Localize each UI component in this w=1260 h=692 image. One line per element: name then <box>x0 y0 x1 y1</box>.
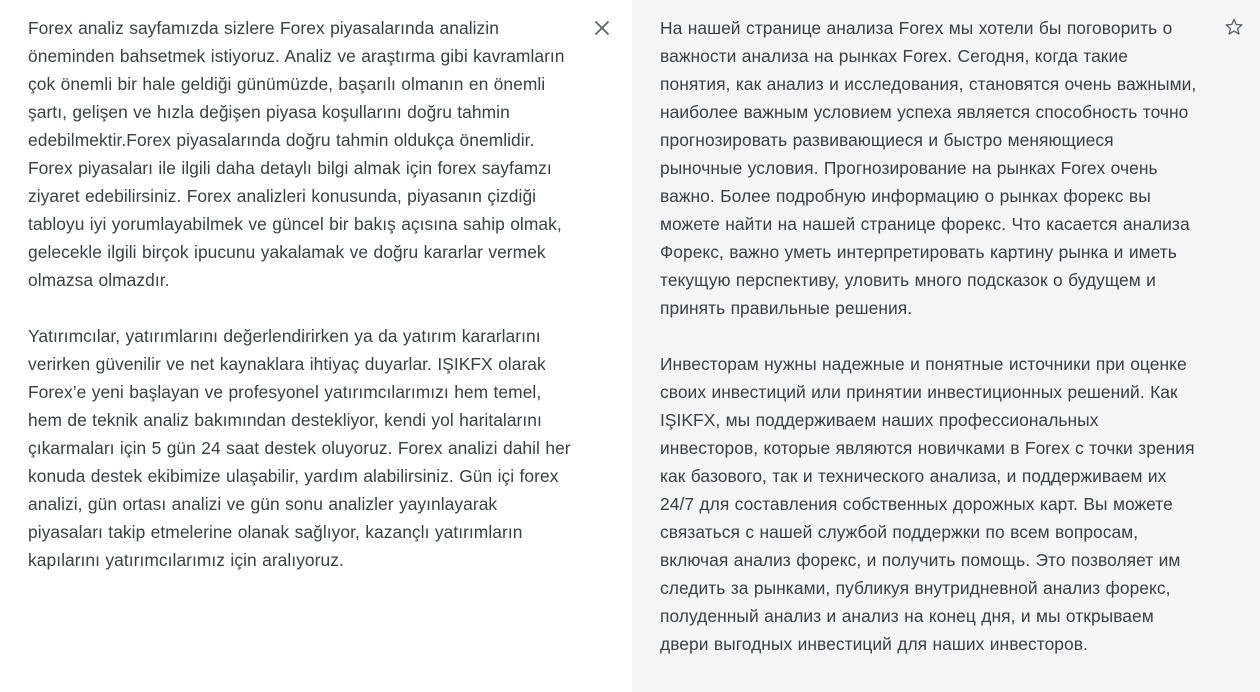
translation-text-pane <box>632 0 1260 692</box>
clear-source-button[interactable] <box>590 16 614 40</box>
save-translation-button[interactable] <box>1222 15 1246 39</box>
source-text[interactable] <box>28 14 576 574</box>
close-icon <box>594 20 610 36</box>
paragraph-spacer <box>660 322 1200 350</box>
translation-paragraph-1: На нашей странице анализа Forex мы хотели бы поговорить о важности анализа на рынках Forex. Сегодня, когда такие понятия, как анализ и исследования, становятся очень важными, наиболее важным условием успеха является способность точно прогнозировать развивающиеся и быстро меняющиеся рыночные условия. Прогнозирование на рынках Forex очень важно. Более подробную информацию о рынках форекс вы можете найти на нашей странице форекс. Что касается анализа Форекс, важно уметь интерпретировать картину рынка и иметь текущую перспективу, уловить много подсказок о будущем и принять правильные решения. <box>660 18 1197 318</box>
paragraph-spacer <box>28 294 576 322</box>
source-paragraph-2: Yatırımcılar, yatırımlarını değerlendirirken ya da yatırım kararlarını verirken güvenilir ve net kaynaklara ihtiyaç duyarlar. IŞIKFX olarak Forex’e yeni başlayan ve profesyonel yatırımcılarımızı hem temel, hem de teknik analiz bakımından destekliyor, kendi yol haritalarını çıkarmaları için 5 gün 24 saat destek oluyoruz. Forex analizi dahil her konuda destek ekibimize ulaşabilir, yardım alabilirsiniz. Gün içi forex analizi, gün ortası analizi ve gün sonu analizler yayınlayarak piyasaları takip etmelerine olanak sağlıyor, kazançlı yatırımların kapılarını yatırımcılarımız için aralıyoruz. <box>28 326 571 570</box>
translation-text <box>660 14 1200 658</box>
source-paragraph-1: Forex analiz sayfamızda sizlere Forex piyasalarında analizin öneminden bahsetmek istiyoruz. Analiz ve araştırma gibi kavramların çok önemli bir hale geldiği günümüzde, başarılı olmanın en önemli şartı, gelişen ve hızla değişen piyasa koşullarını doğru tahmin edebilmektir.Forex piyasalarında doğru tahmin oldukça önemlidir. Forex piyasaları ile ilgili daha detaylı bilgi almak için forex sayfamzı ziyaret edebilirsiniz. Forex analizleri konusunda, piyasanın çizdiği tabloyu iyi yorumlayabilmek ve güncel bir bakış açısına sahip olmak, gelecekle ilgili birçok ipucunu yakalamak ve doğru kararlar vermek olmazsa olmazdır. <box>28 18 565 290</box>
translation-paragraph-2: Инвесторам нужны надежные и понятные источники при оценке своих инвестиций или принятии инвестиционных решений. Как IŞIKFX, мы поддерживаем наших профессиональных инвесторов, которые являются новичками в Forex с точки зрения как базового, так и технического анализа, и поддерживаем их 24/7 для составления собственных дорожных карт. Вы можете связаться с нашей службой поддержки по всем вопросам, включая анализ форекс, и получить помощь. Это позволяет им следить за рынками, публикуя внутридневной анализ форекс, полуденный анализ и анализ на конец дня, и мы открываем двери выгодных инвестиций для наших инвесторов. <box>660 354 1195 654</box>
star-icon <box>1224 17 1244 37</box>
